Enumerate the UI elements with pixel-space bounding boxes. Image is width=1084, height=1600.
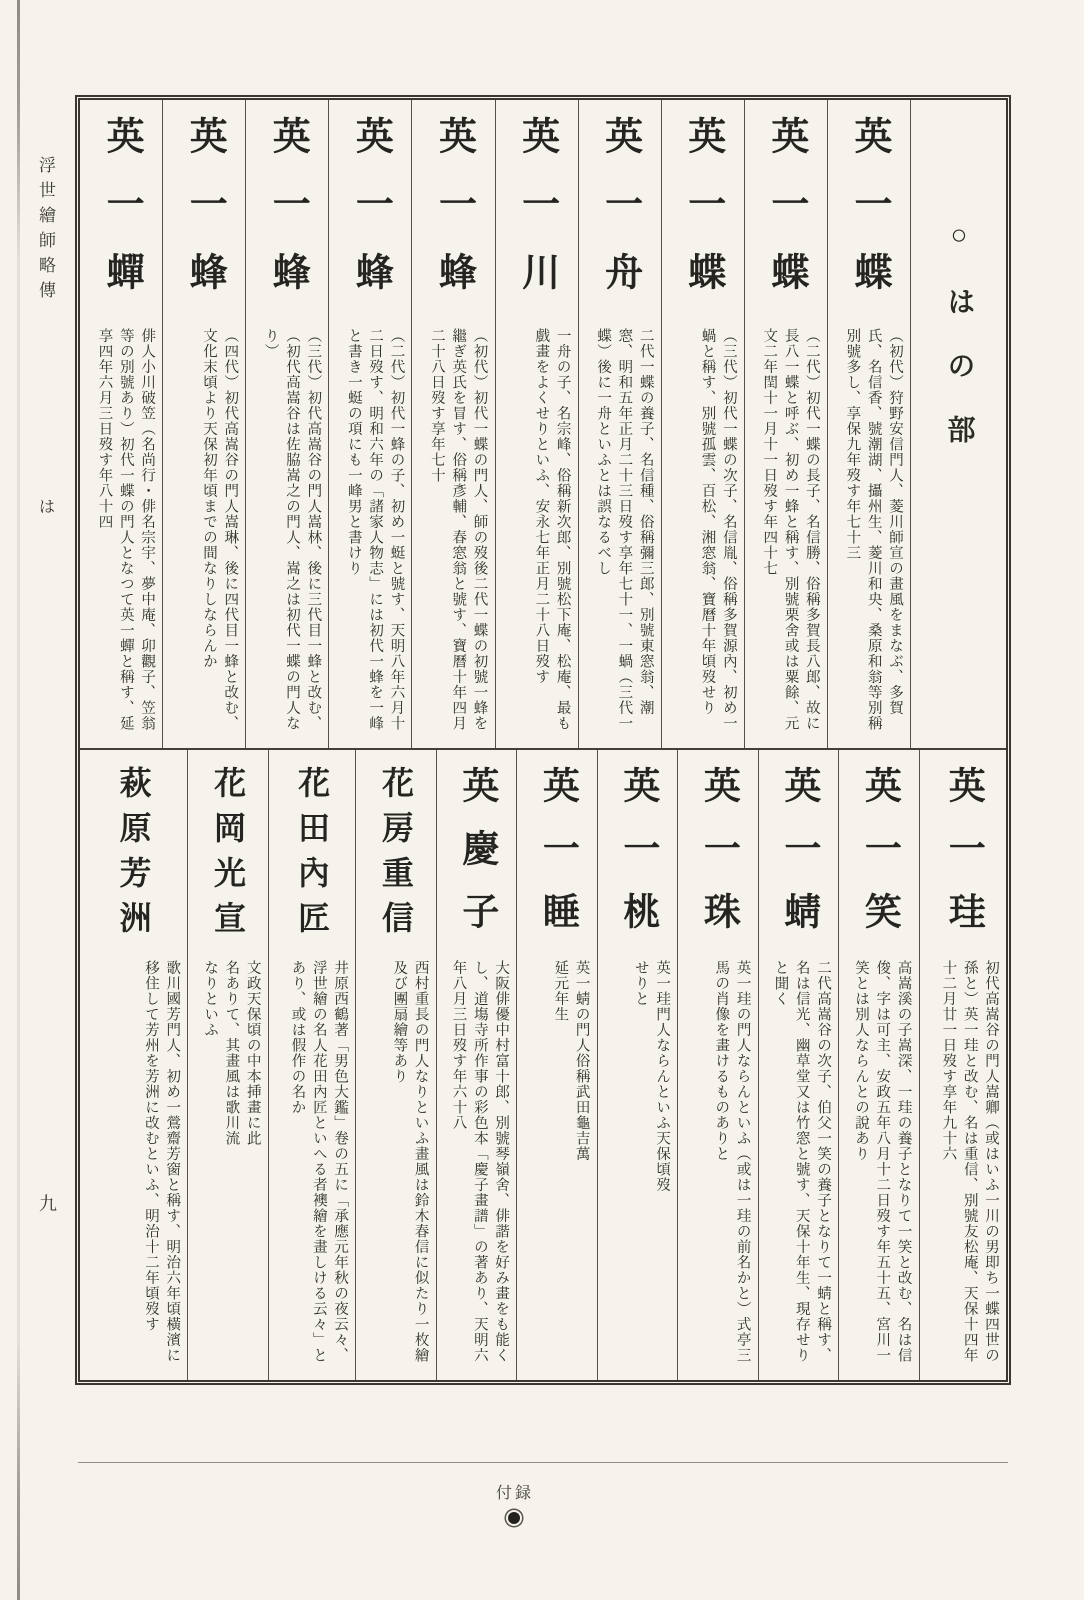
entry-cell bbox=[436, 750, 516, 1380]
section-header-cell bbox=[910, 100, 1006, 748]
footer-dot-ornament bbox=[508, 1512, 520, 1524]
entry-bio: 高嵩溪の子嵩深、一珪の養子となりて一笑と改む、名は信俊、字は可主、安政五年八月十二日歿す年五十五、宮川一笑とは別人ならんとの說あり bbox=[852, 960, 912, 1363]
scan-edge-artifact bbox=[17, 0, 20, 1600]
entry-bio: （二代）初代一蝶の長子、名信勝、俗稱多賀長八郎、故に長八一蝶と呼ぶ、初め一蜂と稱す、別號栗舍或は粟餘、元文二年閏十一月十一日歿す年四十七 bbox=[761, 328, 820, 731]
entry-bio: （四代）初代高嵩谷の門人嵩琳、後に四代目一蜂と改む、文化末頃より天保初年頃までの間なりしならんか bbox=[200, 328, 239, 731]
entry-name: 英慶子 bbox=[455, 766, 497, 955]
entry-bio: 英一珪門人ならんといふ天保頃歿せりと bbox=[632, 960, 671, 1193]
entry-cell bbox=[495, 100, 578, 748]
entry-cell bbox=[411, 100, 494, 748]
entry-bio: 初代高嵩谷の門人嵩卿（或はいふ一川の男即ち一蝶四世の孫と）英一珪と改む、名は重信、別號友松庵、天保十四年十二月廿一日歿す享年九十六 bbox=[940, 960, 999, 1363]
entry-name: 英一睡 bbox=[536, 766, 578, 955]
entry-cell bbox=[597, 750, 677, 1380]
entry-cell bbox=[516, 750, 596, 1380]
entry-cell bbox=[744, 100, 827, 748]
entry-name: 英一舟 bbox=[598, 116, 641, 320]
entry-name: 英一蟬 bbox=[100, 116, 143, 320]
entry-name: 英一蝶 bbox=[764, 116, 807, 320]
entry-name: 花岡光宣 bbox=[209, 766, 246, 946]
entry-cell bbox=[187, 750, 267, 1380]
biography-table bbox=[75, 95, 1011, 1385]
footer-label: 付録 bbox=[495, 1485, 534, 1502]
entry-cell bbox=[677, 750, 757, 1380]
entry-bio: （初代）初代一蝶の門人、師の歿後二代一蝶の初號一蜂を繼ぎ英氏を冒す、俗稱彥輔、春窓翁と號す、寶曆十年四月二十八日歿す享年七十 bbox=[428, 328, 488, 731]
entry-name: 英一蜂 bbox=[183, 116, 226, 320]
entry-cell bbox=[578, 100, 661, 748]
entry-name: 花房重信 bbox=[377, 766, 414, 946]
section-header: ○はの部 bbox=[943, 220, 975, 479]
running-head-kana: は bbox=[39, 499, 56, 516]
entry-bio: 一舟の子、名宗峰、俗稱新次郎、別號松下庵、松庵、最も戲畫をよくせりといふ、安永七年正月二十八日歿す bbox=[533, 328, 571, 731]
entry-cell bbox=[80, 750, 187, 1380]
entry-cell bbox=[162, 100, 245, 748]
running-head-title: 浮世繪師略傳 bbox=[36, 156, 55, 306]
entry-name: 萩原芳洲 bbox=[115, 766, 152, 946]
entry-cell bbox=[758, 750, 838, 1380]
entry-bio: （三代）初代高嵩谷の門人嵩林、後に三代目一蜂と改む、（初代高嵩谷は佐脇嵩之の門人、嵩之は初代一蝶の門人なり） bbox=[262, 328, 322, 731]
entry-bio: 文政天保頃の中本挿畫に此名ありて、其畫風は歌川流なりといふ bbox=[202, 960, 261, 1146]
entry-name: 英一珠 bbox=[697, 766, 739, 955]
page-number: 九 bbox=[39, 1194, 57, 1214]
entry-bio: （初代）狩野安信門人、菱川師宣の畫風をまなぶ、多賀氏、名信香、號潮湖、攝州生、菱川和央、桑原和翁等別稱別號多し、享保九年歿す年七十三 bbox=[844, 328, 903, 731]
entry-cell bbox=[328, 100, 411, 748]
entry-cell bbox=[80, 100, 162, 748]
table-row-top bbox=[80, 100, 1006, 750]
footer-rule bbox=[78, 1462, 1008, 1463]
entry-name: 英一笑 bbox=[858, 766, 900, 955]
entry-name: 英一蜂 bbox=[432, 116, 475, 320]
entry-bio: 西村重長の門人なりといふ畫風は鈴木春信に似たり一枚繪及び團扇繪等あり bbox=[391, 960, 429, 1363]
entry-name: 英一蝶 bbox=[681, 116, 724, 320]
entry-cell bbox=[268, 750, 355, 1380]
entry-name: 英一珪 bbox=[942, 766, 984, 955]
entry-bio: 二代一蝶の養子、名信種、俗稱彌三郎、別號東窓翁、潮窓、明和五年正月二十三日歿す享年七十一、一蝸（三代一蝶）後に一舟といふとは誤なるべし bbox=[595, 328, 654, 731]
entry-bio: 英一珪の門人ならんといふ（或は一珪の前名かと）式亭三馬の肖像を畫けるものありと bbox=[713, 960, 751, 1363]
entry-name: 英一蝶 bbox=[847, 116, 890, 320]
entry-bio: 井原西鶴著「男色大鑑」卷の五に「承應元年秋の夜云々、浮世繪の名人花田內匠といへる者襖繪を畫しける云々」とあり、或は假作の名か bbox=[289, 960, 349, 1363]
entry-bio: （二代）初代一蜂の子、初め一蜓と號す、天明八年六月十二日歿す、明和六年の「諸家人物志」には初代一蜂を一峰と書き一蜓の項にも一峰男と書けり bbox=[345, 328, 405, 731]
entry-cell bbox=[827, 100, 910, 748]
entry-name: 英一蜻 bbox=[777, 766, 819, 955]
entry-bio: 二代高嵩谷の次子、伯父一笑の養子となりて一蜻と稱す、名は信光、幽草堂又は竹窓と號す、天保十年生、現存せりと聞く bbox=[772, 960, 832, 1363]
entry-name: 英一川 bbox=[515, 116, 558, 320]
entry-bio: （三代）初代一蝶の次子、名信胤、俗稱多賀源內、初め一蝸と稱す、別號孤雲、百松、湘窓翁、寶曆十年頃歿せり bbox=[699, 328, 737, 731]
entry-name: 英一桃 bbox=[616, 766, 658, 955]
entry-cell bbox=[661, 100, 744, 748]
entry-cell bbox=[838, 750, 918, 1380]
entry-cell bbox=[245, 100, 328, 748]
entry-bio: 英一蜻の門人俗稱武田龜吉萬延元年生 bbox=[552, 960, 590, 1162]
entry-bio: 俳人小川破笠（名尚行・俳名宗宇、夢中庵、卯觀子、笠翁等の別號あり）初代一蝶の門人となつて英一蟬と稱す、延享四年六月三日歿す年八十四 bbox=[96, 328, 156, 731]
entry-name: 英一蜂 bbox=[349, 116, 392, 320]
entry-name: 英一蜂 bbox=[266, 116, 309, 320]
entry-bio: 大阪俳優中村富十郎、別號琴嶺舍、俳諧を好み畫をも能くし、道塲寺所作事の彩色本「慶子畫譜」の著あり、天明六年八月三日歿す年六十八 bbox=[450, 960, 510, 1363]
entry-name: 花田內匠 bbox=[293, 766, 330, 946]
entry-cell bbox=[919, 750, 1006, 1380]
table-row-bottom bbox=[80, 750, 1006, 1380]
entry-bio: 歌川國芳門人、初め一鶯齋芳窗と稱す、明治六年頃橫濱に移住して芳州を芳洲に改むといふ、明治十二年頃歿す bbox=[142, 960, 181, 1363]
entry-cell bbox=[355, 750, 435, 1380]
